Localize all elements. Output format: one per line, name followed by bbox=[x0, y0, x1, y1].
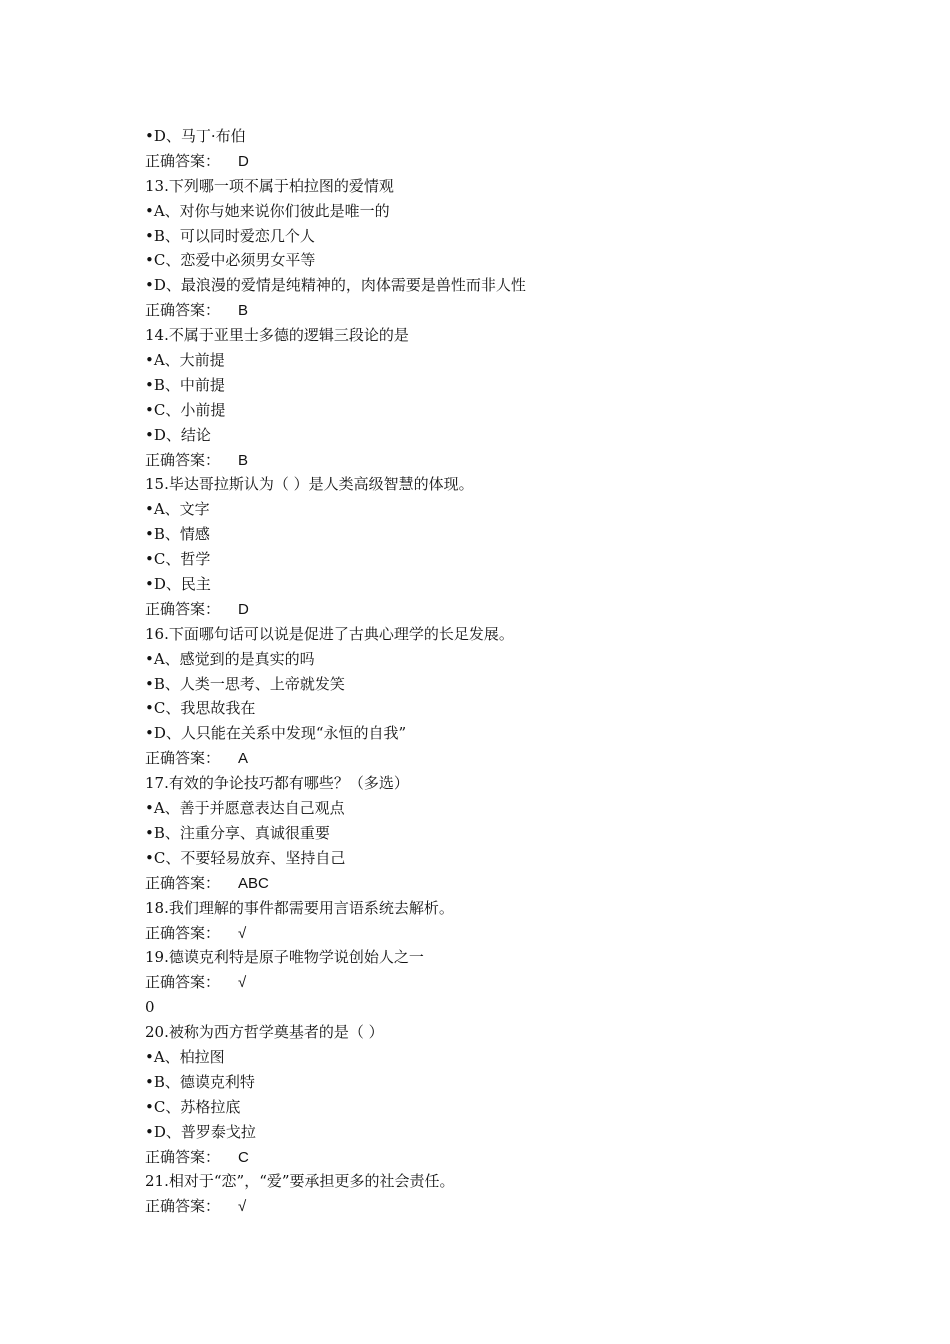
option-line: •A、大前提 bbox=[145, 351, 225, 370]
option-line: •C、我思故我在 bbox=[145, 699, 256, 718]
question-line: 13.下列哪一项不属于柏拉图的爱情观 bbox=[145, 176, 394, 195]
answer-value: √ bbox=[238, 1198, 247, 1216]
answer-label: 正确答案： bbox=[145, 599, 221, 618]
answer-label: 正确答案： bbox=[145, 1147, 221, 1166]
question-line: 18.我们理解的事件都需要用言语系统去解析。 bbox=[145, 898, 454, 917]
quiz-content bbox=[145, 124, 845, 1219]
answer-label: 正确答案： bbox=[145, 873, 221, 892]
answer-value: B bbox=[238, 451, 249, 469]
option-line: •C、小前提 bbox=[145, 400, 226, 419]
question-line: 21.相对于“恋”，“爱”要承担更多的社会责任。 bbox=[145, 1172, 455, 1191]
answer-label: 正确答案： bbox=[145, 1197, 221, 1216]
answer-value: ABC bbox=[238, 874, 269, 892]
answer-line bbox=[145, 921, 845, 946]
option-line: •C、苏格拉底 bbox=[145, 1097, 241, 1116]
answer-value: A bbox=[238, 750, 249, 768]
option-line: •D、民主 bbox=[145, 575, 211, 594]
question-line: 17.有效的争论技巧都有哪些？（多选） bbox=[145, 774, 409, 793]
answer-line bbox=[145, 149, 845, 174]
answer-value: C bbox=[238, 1148, 249, 1166]
option-line: •A、善于并愿意表达自己观点 bbox=[145, 799, 345, 818]
answer-line bbox=[145, 1194, 845, 1219]
question-line: 16.下面哪句话可以说是促进了古典心理学的长足发展。 bbox=[145, 624, 514, 643]
option-line: •C、哲学 bbox=[145, 550, 211, 569]
option-line: •D、普罗泰戈拉 bbox=[145, 1122, 256, 1141]
option-line: •D、马丁·布伯 bbox=[145, 127, 246, 145]
option-line: •D、结论 bbox=[145, 425, 211, 444]
answer-label: 正确答案： bbox=[145, 301, 221, 320]
option-line: •A、文字 bbox=[145, 500, 210, 519]
question-line: 20.被称为西方哲学奠基者的是（ ） bbox=[145, 1023, 384, 1042]
answer-value: D bbox=[238, 152, 249, 170]
answer-line bbox=[145, 597, 845, 622]
answer-value: D bbox=[238, 600, 249, 618]
option-line: •A、柏拉图 bbox=[145, 1047, 225, 1066]
answer-value: B bbox=[238, 302, 249, 320]
option-line: •B、人类一思考、上帝就发笑 bbox=[145, 674, 345, 693]
option-line: •B、德谟克利特 bbox=[145, 1072, 255, 1091]
answer-label: 正确答案： bbox=[145, 973, 221, 992]
option-line: •D、人只能在关系中发现“永恒的自我” bbox=[145, 724, 407, 743]
option-line: •B、可以同时爱恋几个人 bbox=[145, 226, 315, 245]
question-line: 15.毕达哥拉斯认为（ ）是人类高级智慧的体现。 bbox=[145, 475, 474, 494]
answer-line bbox=[145, 298, 845, 323]
answer-label: 正确答案： bbox=[145, 450, 221, 469]
option-line: •B、注重分享、真诚很重要 bbox=[145, 823, 330, 842]
answer-label: 正确答案： bbox=[145, 749, 221, 768]
option-line: •A、对你与她来说你们彼此是唯一的 bbox=[145, 201, 390, 220]
answer-line bbox=[145, 1145, 845, 1170]
question-line: 19.德谟克利特是原子唯物学说创始人之一 bbox=[145, 948, 424, 967]
answer-label: 正确答案： bbox=[145, 923, 221, 942]
answer-value: √ bbox=[238, 974, 247, 992]
answer-line bbox=[145, 448, 845, 473]
option-line: •C、恋爱中必须男女平等 bbox=[145, 251, 316, 270]
option-line: •D、最浪漫的爱情是纯精神的，肉体需要是兽性而非人性 bbox=[145, 276, 526, 295]
answer-label: 正确答案： bbox=[145, 151, 221, 170]
answer-line bbox=[145, 970, 845, 995]
option-line: •C、不要轻易放弃、坚持自己 bbox=[145, 848, 346, 867]
answer-line bbox=[145, 871, 845, 896]
option-line: •B、情感 bbox=[145, 525, 210, 544]
question-line: 14.不属于亚里士多德的逻辑三段论的是 bbox=[145, 326, 409, 345]
answer-value: √ bbox=[238, 924, 247, 942]
option-line: •B、中前提 bbox=[145, 375, 225, 394]
answer-line bbox=[145, 746, 845, 771]
text-line: 0 bbox=[145, 998, 155, 1017]
option-line: •A、感觉到的是真实的吗 bbox=[145, 649, 315, 668]
